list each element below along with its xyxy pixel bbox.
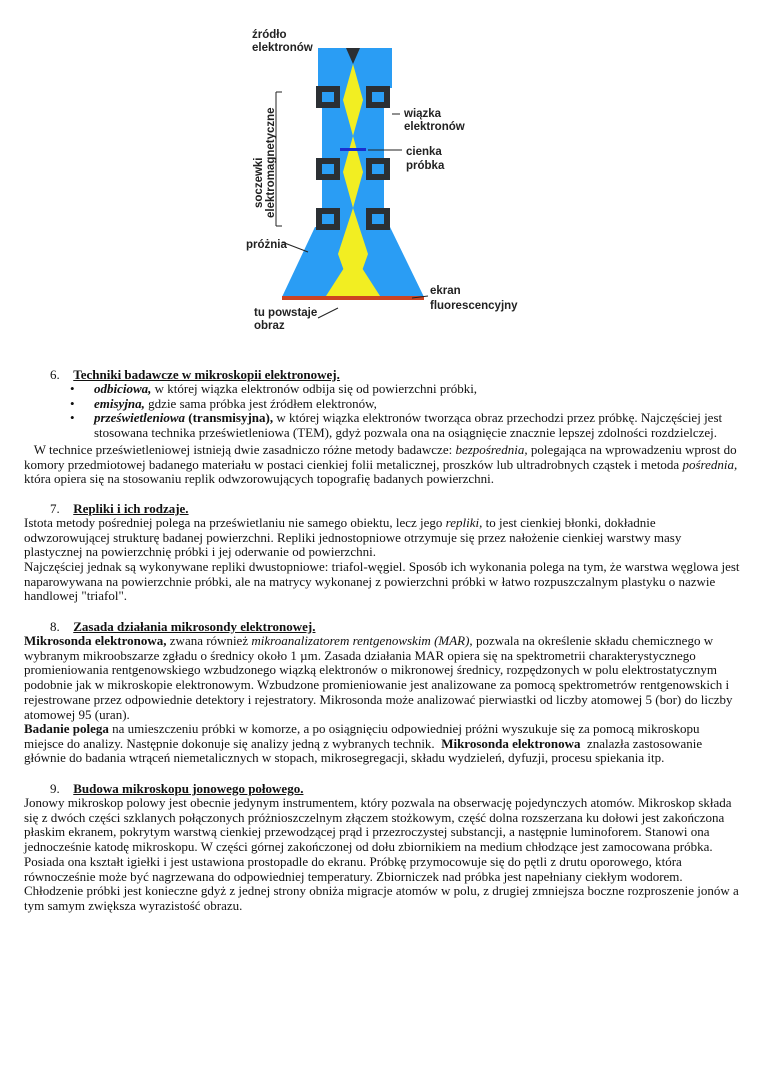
text-run: zwana również (166, 633, 252, 648)
section-6-heading (50, 367, 340, 382)
section-number: 7. (50, 501, 60, 516)
section-title: Repliki i ich rodzaje. (73, 501, 189, 516)
fluorescent-screen (282, 296, 424, 300)
label-source-2: elektronów (252, 42, 313, 54)
section-9-heading (50, 781, 303, 796)
bullet-icon: • (70, 395, 75, 411)
section-7-paragraph-1 (24, 516, 740, 560)
lens-right-1 (366, 86, 390, 108)
bold-term: Mikrosonda elektronowa, (24, 633, 167, 648)
label-screen-1: ekran (430, 285, 461, 297)
emphasis-term: bezpośrednia, (455, 442, 528, 457)
bold-term: Badanie polega (24, 721, 109, 736)
lens-right-3 (366, 208, 390, 230)
lens-left-3 (316, 208, 340, 230)
bullet-icon: • (70, 410, 75, 426)
section-8-paragraph-1 (24, 634, 740, 722)
leader-line (318, 308, 338, 318)
text-run: W technice prześwietleniowej istnieją dwie zasadniczo różne metody badawcze: (24, 442, 456, 457)
label-vacuum: próżnia (246, 239, 287, 251)
section-title: Zasada działania mikrosondy elektronowej. (73, 619, 316, 634)
label-sample-1: cienka (406, 146, 442, 158)
label-lenses-1: soczewki (253, 157, 265, 208)
label-source-1: źródło (252, 29, 287, 41)
section-number: 8. (50, 619, 60, 634)
text-run: polegająca na wprowadzeniu wprost do komory przedmiotowej badanego materiału w postaci cienkiej folii metalicznej, proszków lub ultradrobnych cząstek i metoda (24, 442, 740, 472)
bullet-text: gdzie sama próbka jest źródłem elektronów, (144, 395, 377, 411)
text-run: Istota metody pośredniej polega na prześwietlaniu nie samego obiektu, lecz jego (24, 515, 446, 530)
section-title: Budowa mikroskopu jonowego połowego. (73, 781, 304, 796)
bullet-text: w której wiązka elektronów tworząca obraz przechodzi przez próbkę. Najczęściej jest stosowana technika prześwietleniowa (TEM), gdyż pozwala ona na osiągnięcie znacznie lepszej zdolności rozdzielczej. (94, 410, 723, 441)
bullet-text: w której wiązka elektronów odbija się od powierzchni próbki, (151, 381, 478, 396)
label-beam-1: wiązka (404, 108, 442, 120)
list-item (70, 397, 738, 412)
section-8-heading (50, 619, 315, 634)
section-7-heading (50, 501, 189, 516)
label-lenses-2: elektromagnetyczne (265, 107, 277, 218)
section-number: 6. (50, 367, 60, 382)
emphasis-term: mikroanalizatorem rentgenowskim (MAR), (251, 633, 473, 648)
lens-right-2 (366, 158, 390, 180)
emphasis-term: pośrednia, (682, 456, 738, 472)
label-beam-2: elektronów (404, 121, 465, 133)
section-6-paragraph (24, 443, 740, 487)
section-number: 9. (50, 781, 60, 796)
bullet-icon: • (70, 381, 75, 396)
label-image-2: obraz (254, 320, 285, 332)
bullet-term: odbiciowa, (94, 381, 152, 396)
list-item (70, 382, 738, 397)
text-run: pozwala na określenie składu chemicznego w wybranym mikroobszarze zgładu o średnicy około 1 µm. Zasada działania MAR opiera się na spektrometrii charakterystycznego promieniowania rentgenowskiego wzbudzonego wiązką elektronów o mikronowej średnicy, rozpędzonych w polu elektrostatycznym podobnie jak w mikroskopie elektronowym. Wzbudzone promieniowanie jest analizowane za pomocą spektrometrów rentgenowskich i rejestrowane przez odpowiednie detektory i rejestratory. Mikrosonda może analizować pierwiastki od liczby atomowej 5 (bor) do liczby atomowej 95 (uran). (24, 633, 733, 722)
techniques-list (70, 382, 738, 441)
microscope-schematic (240, 22, 540, 342)
lens-left-2 (316, 158, 340, 180)
text-run: to jest cienkiej błonki, dokładnie odwzorowującej strukturę badanej powierzchni. Repliki jednostopniowe otrzymuje się przez nałożenie cienkiej warstwy masy plastycznej na powierzchnię próbki i jej oderwanie od powierzchni. (24, 515, 682, 560)
bullet-term-secondary: (transmisyjna), (185, 410, 274, 426)
bullet-term: prześwietleniowa (94, 410, 186, 426)
label-image-1: tu powstaje (254, 307, 318, 319)
section-title: Techniki badawcze w mikroskopii elektronowej. (73, 367, 340, 382)
bullet-term: emisyjna, (94, 395, 145, 411)
text-run: która opiera się na stosowaniu replik odwzorowujących topografię badanych powierzchni. (24, 456, 741, 487)
label-sample-2: próbka (406, 160, 445, 172)
section-8-paragraph-2 (24, 722, 740, 766)
lens-left-1 (316, 86, 340, 108)
section-9-paragraph: Jonowy mikroskop polowy jest obecnie jedynym instrumentem, który pozwala na obserwację pojedynczych atomów. Mikroskop składa się z dwóch części szklanych połączonych próżnioszczelnym złączem stożkowym, część dolna rozszerzana ku dołowi jest zakończona płaskim ekranem, pokrytym warstwą cienkiej przewodzącej prąd i przezroczystej substancji, a następnie luminoforem. Stanowi ona jednocześnie katodę mikroskopu. W części górnej zakończonej od dołu zbiornikiem na medium chłodzące jest zamocowana próbka. Posiada ona kształt igiełki i jest ustawiona prostopadle do ekranu. Próbkę przymocowuje się do pętli z drutu oporowego, która równocześnie może być nagrzewana do odpowiedniej temperatury. Zbiorniczek nad próbka jest napełniany ciekłym wodorem. Chłodzenie próbki jest konieczne gdyż z jednej strony obniża migracje atomów w polu, z drugiej zmniejsza boczne rozproszenie jonów a tym samym zwiększa wyrazistość obrazu. (24, 795, 739, 913)
text-run: znalazła zastosowanie głównie do badania wtrąceń niemetalicznych w stopach, mikrosegregacji, składu wydzieleń, dyfuzji, procesu spiekania itp. (24, 735, 706, 766)
section-7-paragraph-2: Najczęściej jednak są wykonywane repliki dwustopniowe: triafol-węgiel. Sposób ich wykonania polega na tym, że warstwa węglowa jest naparowywana na powierzchnie próbki, ale na matrycy wykonanej z powierzchni próbki w łatwo rozpuszczalnym plastyku o nazwie handlowej "triafol". (24, 559, 740, 604)
thin-sample (340, 148, 366, 151)
text-run: na umieszczeniu próbki w komorze, a po osiągnięciu odpowiedniej próżni wyszukuje się za pomocą mikroskopu miejsce do analizy. Następnie dokonuje się analizy jedną z wybranych technik. (24, 721, 703, 751)
bold-term: Mikrosonda elektronowa (441, 735, 581, 751)
label-screen-2: fluorescencyjny (430, 300, 518, 312)
list-item (70, 411, 738, 440)
electron-microscope-diagram (240, 22, 540, 342)
emphasis-term: repliki, (445, 515, 483, 530)
